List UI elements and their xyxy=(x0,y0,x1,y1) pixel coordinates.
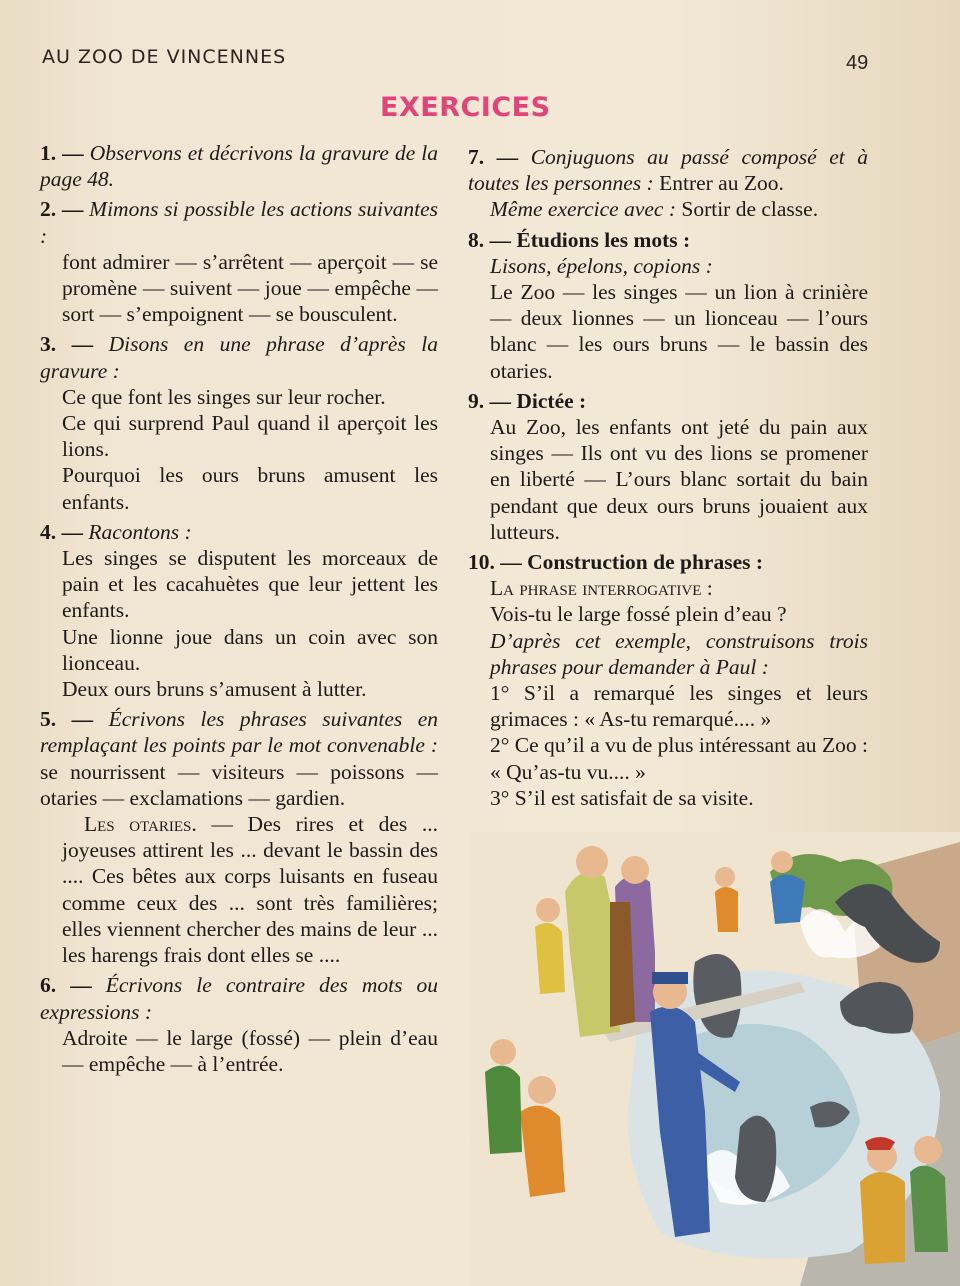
question-item: 1° S’il a remarqué les singes et leurs grimaces : « As-tu remarqué.... » xyxy=(490,681,868,732)
running-head: AU ZOO DE VINCENNES xyxy=(42,46,287,68)
example-sentence: Vois-tu le large fossé plein d’eau ? xyxy=(490,602,787,627)
exercise-prompt: Lisons, épelons, copions : xyxy=(490,253,713,278)
exercise-section-title: Construction de phrases : xyxy=(527,550,764,575)
exercise-prompt: Observons et décrivons la gravure de la page 48. xyxy=(40,141,439,192)
exercise-number: 8. — xyxy=(468,227,511,252)
exercise-10 xyxy=(468,549,868,811)
exercise-line: Ce que font les singes sur leur rocher. xyxy=(62,384,386,409)
exercise-prompt: Écrivons les phrases suivantes en remplaçant les points par le mot convenable : xyxy=(40,707,439,758)
exercise-line: Deux ours bruns s’amusent à lutter. xyxy=(62,677,367,702)
exercise-prompt: Disons en une phrase d’après la gravure : xyxy=(40,332,438,383)
page-title: EXERCICES xyxy=(380,92,551,123)
passage-text: Des rires et des ... joyeuses attirent les ... devant le bassin des .... Ces bêtes aux corps luisants en fuseau comme ceux des ... sont très familières; elles viennent chercher des mains de leur ... les harengs frais dont elles se .... xyxy=(62,812,438,968)
exercise-7 xyxy=(468,144,868,223)
right-column xyxy=(468,144,868,815)
verb-phrase: Entrer au Zoo. xyxy=(659,171,784,196)
exercise-4 xyxy=(40,519,438,702)
exercise-3 xyxy=(40,331,438,514)
exercise-subhead: La phrase interrogative : xyxy=(490,576,713,601)
exercise-number: 9. — xyxy=(468,388,511,413)
page-number: 49 xyxy=(846,52,869,74)
exercise-number: 4. — xyxy=(40,519,83,544)
word-list: se nourrissent — visiteurs — poissons — otaries — exclamations — gardien. xyxy=(40,759,438,810)
exercise-line: Pourquoi les ours bruns amusent les enfants. xyxy=(62,463,438,514)
exercise-8 xyxy=(468,227,868,384)
exercise-number: 3. — xyxy=(40,332,94,357)
sea-lion-illustration xyxy=(470,832,960,1286)
exercise-section-title: Étudions les mots : xyxy=(516,227,691,252)
left-column xyxy=(40,140,438,1081)
exercise-5 xyxy=(40,706,438,968)
exercise-9 xyxy=(468,388,868,545)
exercise-prompt: Même exercice avec : xyxy=(490,197,676,222)
exercise-line: Une lionne joue dans un coin avec son lionceau. xyxy=(62,624,438,675)
exercise-prompt: Écrivons le contraire des mots ou expressions : xyxy=(40,973,438,1024)
exercise-6 xyxy=(40,972,438,1077)
exercise-number: 2. — xyxy=(40,197,84,222)
exercise-number: 6. — xyxy=(40,973,92,998)
exercise-line: Ce qui surprend Paul quand il aperçoit les lions. xyxy=(62,411,438,462)
question-item: 3° S’il est satisfait de sa visite. xyxy=(490,785,754,810)
exercise-prompt: D’après cet exemple, construisons trois phrases pour demander à Paul : xyxy=(490,628,868,679)
exercise-section-title: Dictée : xyxy=(516,388,587,413)
question-item: 2° Ce qu’il a vu de plus intéressant au Zoo : « Qu’as-tu vu.... » xyxy=(490,733,868,784)
exercise-prompt: Conjuguons au passé composé et à toutes les personnes : xyxy=(468,145,869,196)
exercise-2 xyxy=(40,196,438,327)
verb-phrase: Sortir de classe. xyxy=(681,197,819,222)
exercise-text: Adroite — le large (fossé) — plein d’eau — empêche — à l’entrée. xyxy=(62,1025,438,1076)
exercise-line: Les singes se disputent les morceaux de pain et les cacahuètes que leur jettent les enfants. xyxy=(62,546,438,623)
exercise-number: 1. — xyxy=(40,141,84,165)
exercise-text: font admirer — s’arrêtent — aperçoit — se promène — suivent — joue — empêche — sort — s’empoignent — se bousculent. xyxy=(62,249,438,327)
exercise-number: 10. — xyxy=(468,550,522,575)
exercise-number: 7. — xyxy=(468,145,519,169)
exercise-number: 5. — xyxy=(40,707,94,732)
exercise-1 xyxy=(40,140,438,192)
exercise-prompt: Mimons si possible les actions suivantes : xyxy=(40,197,439,248)
dictation-text: Au Zoo, les enfants ont jeté du pain aux singes — Ils ont vu des lions se promener en liberté — L’ours blanc sortait du bain pendant que deux ours bruns jouaient aux lutteurs. xyxy=(490,415,868,544)
exercise-prompt: Racontons : xyxy=(88,519,192,544)
passage-title: Les otaries. — xyxy=(84,812,233,837)
exercise-text: Le Zoo — les singes — un lion à crinière — deux lionnes — un lionceau — l’ours blanc — les ours bruns — le bassin des otaries. xyxy=(490,280,868,383)
